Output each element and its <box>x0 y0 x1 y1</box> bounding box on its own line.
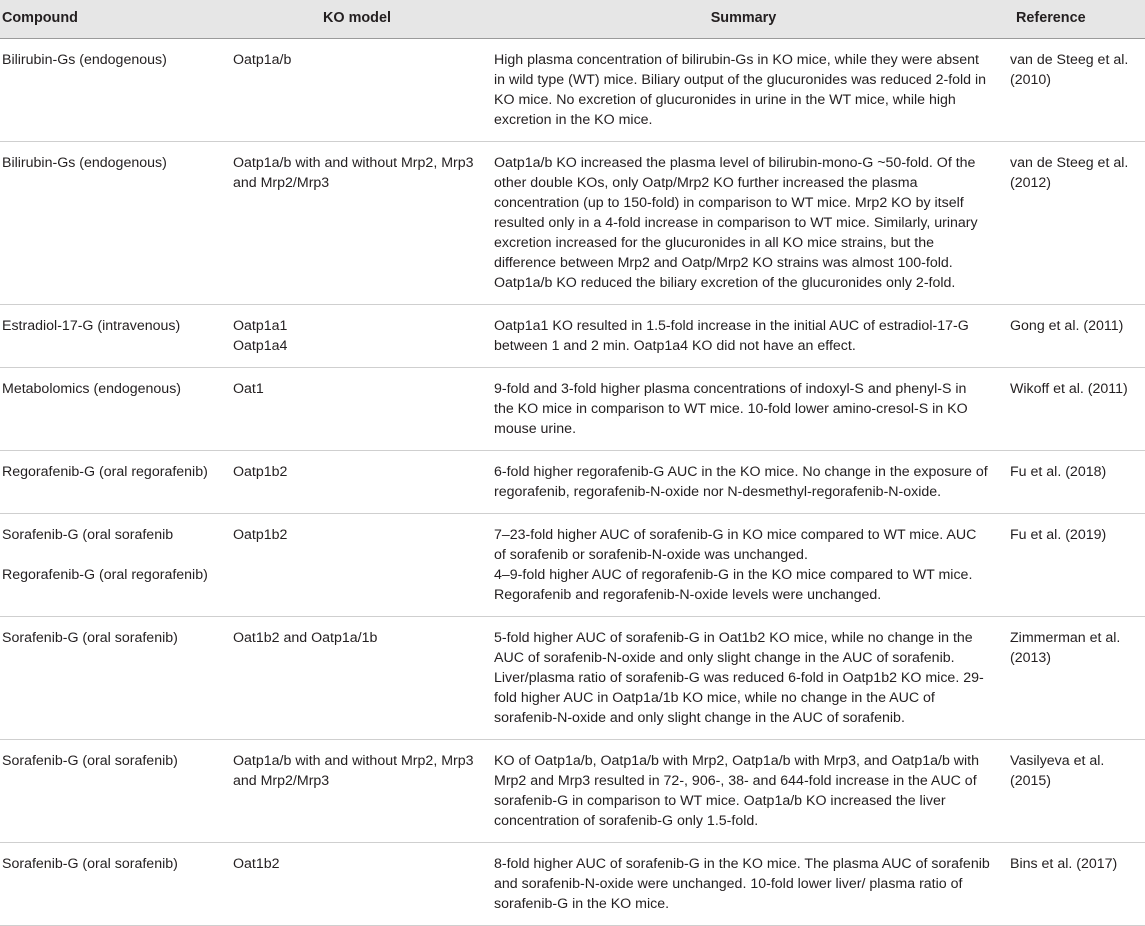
ko-model-text: Oat1b2 and Oatp1a/1b <box>233 630 378 646</box>
ko-model-text: Oatp1a/b <box>233 52 292 68</box>
compound-text: Metabolomics (endogenous) <box>2 381 182 397</box>
table-row <box>0 39 1145 142</box>
header-row <box>0 0 1145 39</box>
summary-cell: Oatp1a/b KO increased the plasma level of bilirubin-mono-G ~50-fold. Of the other double KOs, only Oatp/Mrp2 KO further increased the plasma concentration (up to 150-fold) in comparison to WT mice. Mrp2 KO by itself resulted only in a 4-fold increase in comparison to WT mice. Similarly, urinary excretion increased for the glucuronides in all KO mice strains, but the difference between Mrp2 and Oatp/Mrp2 KO strains was almost 100-fold. Oatp1a/b KO reduced the biliary excretion of the glucuronides only 2-fold. <box>487 142 1000 305</box>
ko-model-cell <box>227 142 487 305</box>
compound-cell <box>0 142 227 305</box>
ko-model-cell <box>227 305 487 368</box>
compound-text: Sorafenib-G (oral sorafenib) <box>2 856 178 872</box>
summary-cell: Oatp1a1 KO resulted in 1.5-fold increase in the initial AUC of estradiol-17-G between 1 and 2 min. Oatp1a4 KO did not have an effect. <box>487 305 1000 368</box>
compound-cell <box>0 451 227 514</box>
compound-cell <box>0 843 227 926</box>
ko-model-text: Oatp1a1 <box>233 318 288 334</box>
summary-cell <box>487 514 1000 617</box>
summary-part: 7–23-fold higher AUC of sorafenib-G in KO mice compared to WT mice. AUC of sorafenib or sorafenib-N-oxide was unchanged. <box>494 527 977 563</box>
table-row <box>0 368 1145 451</box>
summary-cell: 6-fold higher regorafenib-G AUC in the KO mice. No change in the exposure of regorafenib, regorafenib-N-oxide nor N-desmethyl-regorafenib-N-oxide. <box>487 451 1000 514</box>
table-row <box>0 142 1145 305</box>
ko-model-text: Oatp1a4 <box>233 338 288 354</box>
compound-cell <box>0 39 227 142</box>
header-ko-model: KO model <box>227 0 487 39</box>
compound-cell <box>0 514 227 617</box>
compound-text: Sorafenib-G (oral sorafenib) <box>2 630 178 646</box>
table-row <box>0 514 1145 617</box>
reference-cell: Gong et al. (2011) <box>1000 305 1145 368</box>
reference-cell: Zimmerman et al. (2013) <box>1000 617 1145 740</box>
table-row <box>0 740 1145 843</box>
ko-model-text: Oatp1b2 <box>233 527 288 543</box>
header-summary: Summary <box>487 0 1000 39</box>
table-row <box>0 305 1145 368</box>
compound-text: Estradiol-17-G (intravenous) <box>2 318 181 334</box>
reference-cell: Bins et al. (2017) <box>1000 843 1145 926</box>
table-row <box>0 451 1145 514</box>
ko-model-cell <box>227 451 487 514</box>
table-header <box>0 0 1145 39</box>
compound-cell <box>0 617 227 740</box>
summary-cell: High plasma concentration of bilirubin-Gs in KO mice, while they were absent in wild type (WT) mice. Biliary output of the glucuronides was reduced 2-fold in KO mice. No excretion of glucuronides in urine in the WT mice, while high excretion in the KO mice. <box>487 39 1000 142</box>
reference-cell: Vasilyeva et al. (2015) <box>1000 740 1145 843</box>
ko-model-cell <box>227 368 487 451</box>
ko-model-cell <box>227 617 487 740</box>
reference-cell: van de Steeg et al. (2012) <box>1000 142 1145 305</box>
summary-cell: KO of Oatp1a/b, Oatp1a/b with Mrp2, Oatp1a/b with Mrp3, and Oatp1a/b with Mrp2 and Mrp3 resulted in 72-, 906-, 38- and 644-fold increase in the AUC of sorafenib-G in comparison to WT mice. Oatp1a/b KO increased the liver concentration of sorafenib-G only 1.5-fold. <box>487 740 1000 843</box>
ko-model-cell <box>227 843 487 926</box>
compound-text: Regorafenib-G (oral regorafenib) <box>2 464 208 480</box>
spacer <box>2 545 221 565</box>
ko-model-cell <box>227 39 487 142</box>
ko-model-cell <box>227 514 487 617</box>
ko-model-text: Oatp1a/b with and without Mrp2, Mrp3 and Mrp2/Mrp3 <box>233 155 474 191</box>
compound-text: Regorafenib-G (oral regorafenib) <box>2 567 208 583</box>
compound-text: Bilirubin-Gs (endogenous) <box>2 52 167 68</box>
ko-model-text: Oat1 <box>233 381 264 397</box>
reference-cell: Fu et al. (2018) <box>1000 451 1145 514</box>
table-row <box>0 617 1145 740</box>
summary-part: 4–9-fold higher AUC of regorafenib-G in the KO mice compared to WT mice. Regorafenib and regorafenib-N-oxide levels were unchanged. <box>494 567 973 603</box>
compound-text: Sorafenib-G (oral sorafenib) <box>2 753 178 769</box>
table-body <box>0 39 1145 926</box>
reference-cell: van de Steeg et al. (2010) <box>1000 39 1145 142</box>
reference-cell: Fu et al. (2019) <box>1000 514 1145 617</box>
summary-cell: 9-fold and 3-fold higher plasma concentrations of indoxyl-S and phenyl-S in the KO mice in comparison to WT mice. 10-fold lower amino-cresol-S in KO mouse urine. <box>487 368 1000 451</box>
ko-model-text: Oatp1b2 <box>233 464 288 480</box>
reference-cell: Wikoff et al. (2011) <box>1000 368 1145 451</box>
ko-model-text: Oatp1a/b with and without Mrp2, Mrp3 and Mrp2/Mrp3 <box>233 753 474 789</box>
header-reference: Reference <box>1000 0 1145 39</box>
compound-text: Bilirubin-Gs (endogenous) <box>2 155 167 171</box>
table-row <box>0 843 1145 926</box>
compound-cell <box>0 305 227 368</box>
summary-cell: 8-fold higher AUC of sorafenib-G in the KO mice. The plasma AUC of sorafenib and sorafenib-N-oxide were unchanged. 10-fold lower liver/ plasma ratio of sorafenib-G in the KO mice. <box>487 843 1000 926</box>
summary-cell: 5-fold higher AUC of sorafenib-G in Oat1b2 KO mice, while no change in the AUC of sorafenib-N-oxide and only slight change in the AUC of sorafenib. Liver/plasma ratio of sorafenib-G was reduced 6-fold in Oatp1b2 KO mice. 29-fold higher AUC in Oatp1a/1b KO mice, while no change in the AUC of sorafenib-N-oxide and only slight change in the AUC of sorafenib. <box>487 617 1000 740</box>
ko-model-cell <box>227 740 487 843</box>
header-compound: Compound <box>0 0 227 39</box>
compound-cell <box>0 740 227 843</box>
compound-cell <box>0 368 227 451</box>
compound-text: Sorafenib-G (oral sorafenib <box>2 527 174 543</box>
ko-model-text: Oat1b2 <box>233 856 280 872</box>
